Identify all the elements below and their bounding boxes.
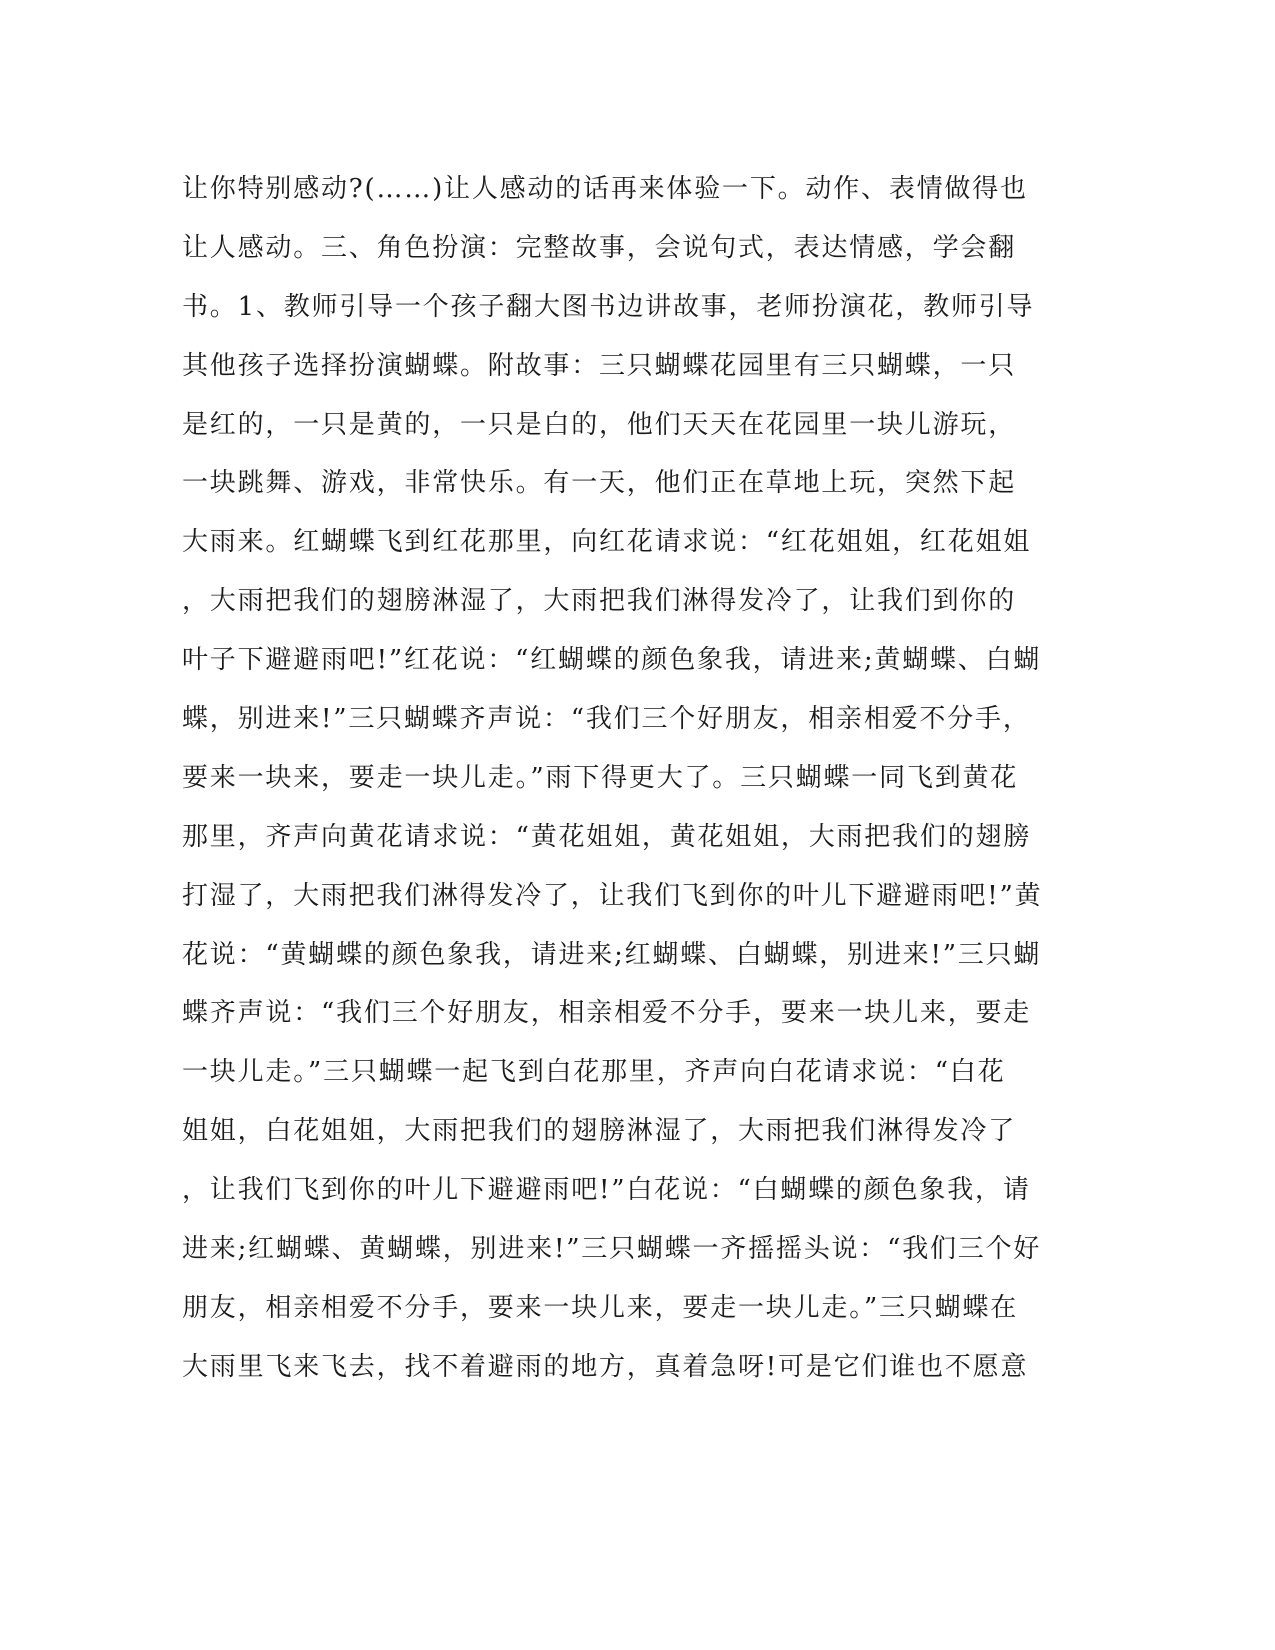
text-line: 让人感动。三、角色扮演：完整故事，会说句式，表达情感，学会翻 xyxy=(182,232,1017,263)
text-line: 要来一块来，要走一块儿走。”雨下得更大了。三只蝴蝶一同飞到黄花 xyxy=(182,762,1019,793)
text-line: 大雨里飞来飞去，找不着避雨的地方，真着急呀!可是它们谁也不愿意 xyxy=(182,1351,1029,1382)
text-line: 进来;红蝴蝶、黄蝴蝶，别进来!”三只蝴蝶一齐摇摇头说：“我们三个好 xyxy=(182,1234,1042,1265)
text-line: 打湿了，大雨把我们淋得发冷了，让我们飞到你的叶儿下避避雨吧!”黄 xyxy=(182,880,1043,911)
text-line: 姐姐，白花姐姐，大雨把我们的翅膀淋湿了，大雨把我们淋得发冷了 xyxy=(182,1116,1017,1147)
body-text xyxy=(182,160,1042,1397)
text-line: 让你特别感动?(……)让人感动的话再来体验一下。动作、表情做得也 xyxy=(182,174,1028,204)
text-line: 其他孩子选择扮演蝴蝶。附故事：三只蝴蝶花园里有三只蝴蝶，一只 xyxy=(182,350,1017,381)
text-line: 一块跳舞、游戏，非常快乐。有一天，他们正在草地上玩，突然下起 xyxy=(182,468,1017,499)
text-line: 大雨来。红蝴蝶飞到红花那里，向红花请求说：“红花姐姐，红花姐姐 xyxy=(182,527,1032,558)
text-line: 是红的，一只是黄的，一只是白的，他们天天在花园里一块儿游玩， xyxy=(182,409,1017,440)
text-line: 那里，齐声向黄花请求说：“黄花姐姐，黄花姐姐，大雨把我们的翅膀 xyxy=(182,821,1032,852)
text-line: 朋友，相亲相爱不分手，要来一块儿来，要走一块儿走。”三只蝴蝶在 xyxy=(182,1292,1019,1323)
text-line: 叶子下避避雨吧!”红花说：“红蝴蝶的颜色象我，请进来;黄蝴蝶、白蝴 xyxy=(182,645,1042,676)
text-line: 蝶，别进来!”三只蝴蝶齐声说：“我们三个好朋友，相亲相爱不分手， xyxy=(182,704,1031,735)
text-line: ，让我们飞到你的叶儿下避避雨吧!”白花说：“白蝴蝶的颜色象我，请 xyxy=(182,1175,1031,1206)
text-line: 蝶齐声说：“我们三个好朋友，相亲相爱不分手，要来一块儿来，要走 xyxy=(182,998,1032,1029)
text-line: 一块儿走。”三只蝴蝶一起飞到白花那里，齐声向白花请求说：“白花 xyxy=(182,1057,1006,1088)
text-line: 书。1、教师引导一个孩子翻大图书边讲故事，老师扮演花，教师引导 xyxy=(182,291,1035,322)
text-line: ，大雨把我们的翅膀淋湿了，大雨把我们淋得发冷了，让我们到你的 xyxy=(182,586,1017,617)
text-line: 花说：“黄蝴蝶的颜色象我，请进来;红蝴蝶、白蝴蝶，别进来!”三只蝴 xyxy=(182,939,1042,970)
